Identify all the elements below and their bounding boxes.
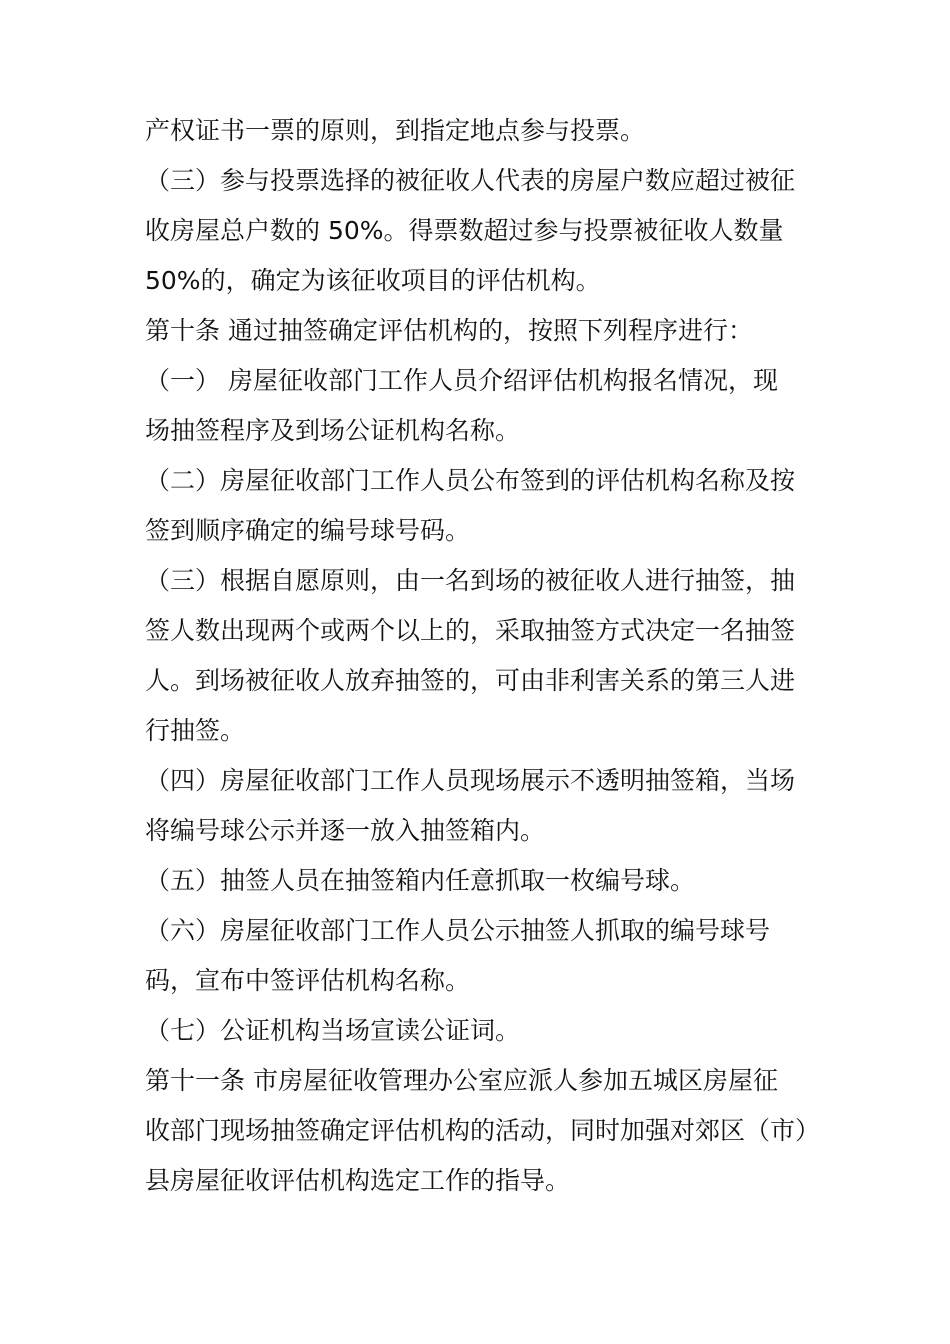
text-line: 场抽签程序及到场公证机构名称。	[145, 416, 521, 445]
text-line: 收部门现场抽签确定评估机构的活动，同时加强对郊区（市）	[145, 1116, 821, 1145]
text-line: 签人数出现两个或两个以上的，采取抽签方式决定一名抽签	[145, 616, 796, 645]
text-line: （一） 房屋征收部门工作人员介绍评估机构报名情况，现	[145, 366, 778, 395]
text-line: 码，宣布中签评估机构名称。	[145, 966, 471, 995]
text-line: 收房屋总户数的 50%。得票数超过参与投票被征收人数量	[145, 216, 784, 245]
article-11-heading-line: 第十一条 市房屋征收管理办公室应派人参加五城区房屋征	[145, 1066, 778, 1095]
text-line: 人。到场被征收人放弃抽签的，可由非利害关系的第三人进	[145, 666, 796, 695]
text-line: 签到顺序确定的编号球号码。	[145, 516, 471, 545]
text-line: （二）房屋征收部门工作人员公布签到的评估机构名称及按	[145, 466, 796, 495]
text-line: （五）抽签人员在抽签箱内任意抓取一枚编号球。	[145, 866, 696, 895]
text-line: 产权证书一票的原则，到指定地点参与投票。	[145, 116, 646, 145]
article-10-heading-line: 第十条 通过抽签确定评估机构的，按照下列程序进行：	[145, 316, 753, 345]
text-line: （四）房屋征收部门工作人员现场展示不透明抽签箱，当场	[145, 766, 796, 795]
document-body	[145, 106, 821, 1206]
text-line: 行抽签。	[145, 716, 246, 745]
text-line: 县房屋征收评估机构选定工作的指导。	[145, 1166, 571, 1195]
text-line: 将编号球公示并逐一放入抽签箱内。	[145, 816, 546, 845]
text-line: 50%的，确定为该征收项目的评估机构。	[145, 266, 601, 295]
text-line: （六）房屋征收部门工作人员公示抽签人抓取的编号球号	[145, 916, 771, 945]
text-line: （三）参与投票选择的被征收人代表的房屋户数应超过被征	[145, 166, 796, 195]
text-line: （七）公证机构当场宣读公证词。	[145, 1016, 521, 1045]
text-line: （三）根据自愿原则，由一名到场的被征收人进行抽签，抽	[145, 566, 796, 595]
